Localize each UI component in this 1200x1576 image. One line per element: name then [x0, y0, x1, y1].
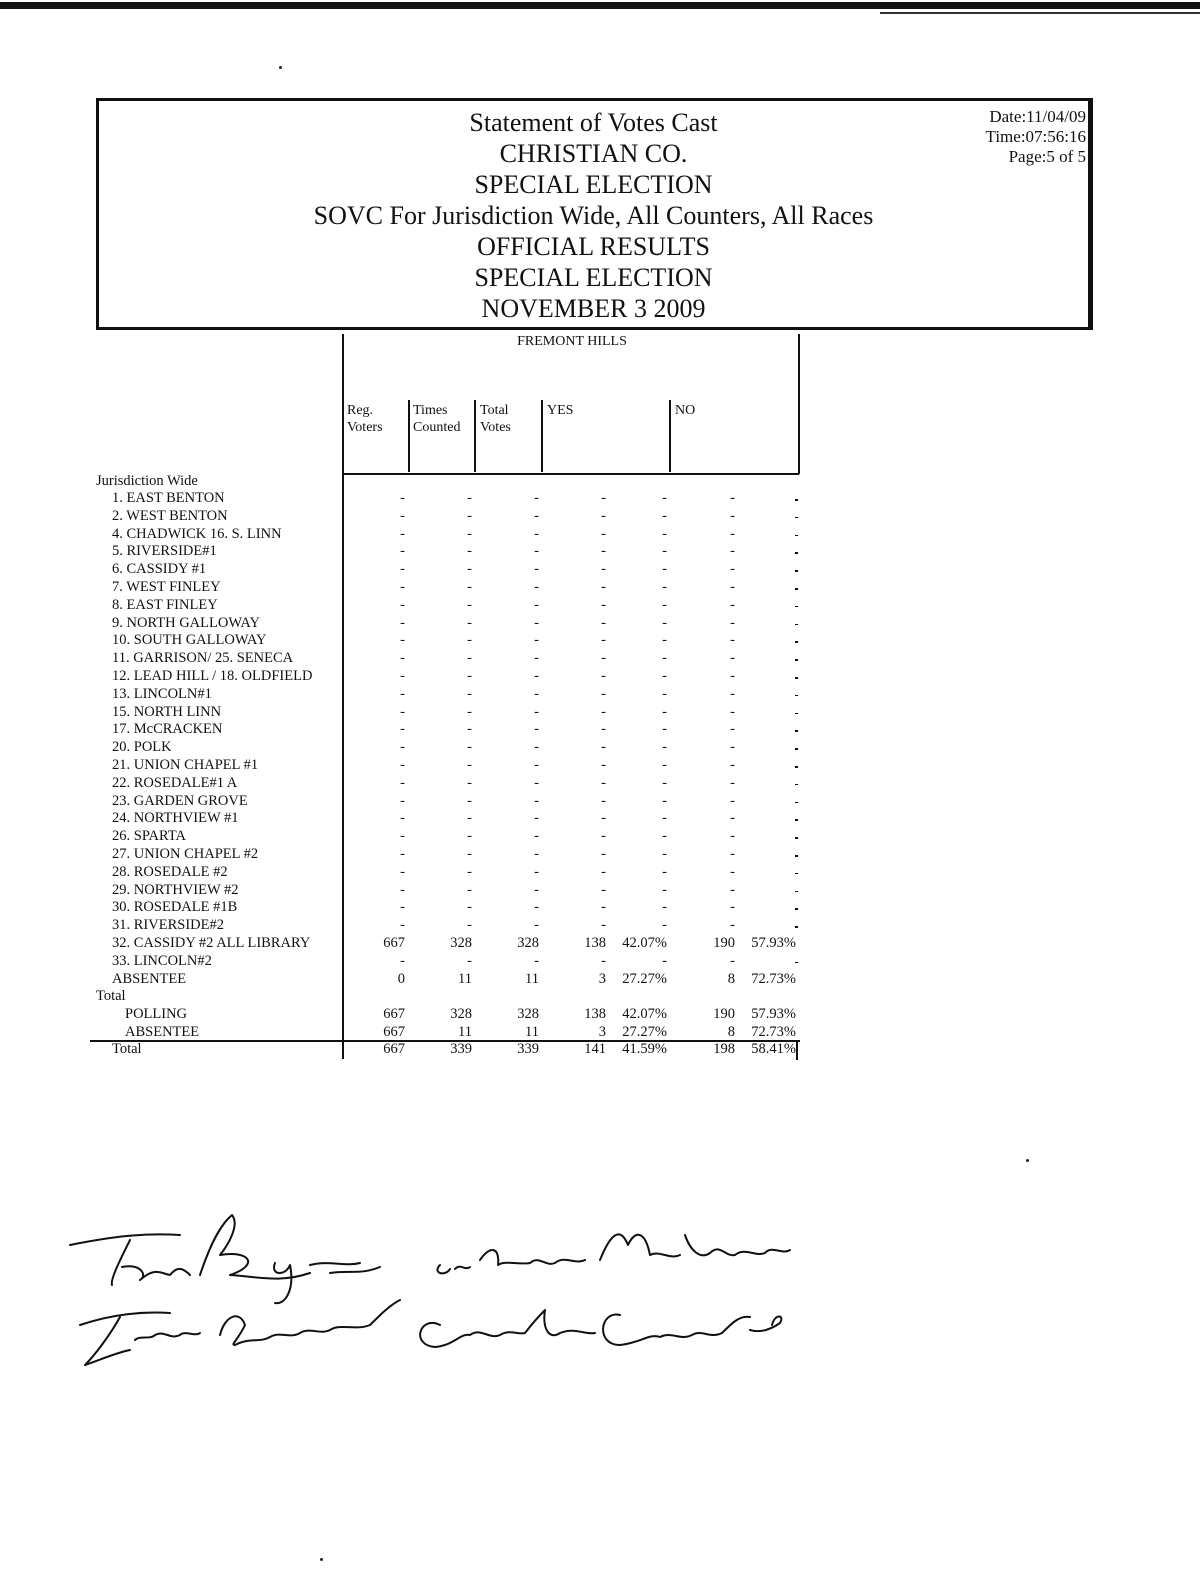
table-row-total: - [534, 757, 539, 773]
report-header [96, 98, 1093, 330]
table-row-label: 31. RIVERSIDE#2 [112, 917, 224, 934]
table-row-yes-pct: - [662, 614, 667, 631]
table-row-yes-pct: - [662, 507, 667, 524]
table-row-label: 20. POLK [112, 739, 172, 756]
table-row-label: 5. RIVERSIDE#1 [112, 543, 217, 560]
table-row-times: 11 [458, 970, 472, 987]
table-row-no: - [730, 899, 735, 916]
total-row-label: POLLING [125, 1006, 188, 1023]
table-row-yes: - [601, 721, 606, 738]
table-row-reg: - [400, 596, 405, 613]
column-header-total-votes [480, 402, 511, 436]
table-row-reg: - [400, 650, 405, 667]
row-edge-tick [795, 659, 798, 661]
table-row-yes-pct: - [662, 846, 667, 862]
table-row-no: - [730, 863, 735, 880]
table-row-no: - [730, 614, 735, 631]
table-row-label: 15. NORTH LINN [112, 703, 222, 720]
row-edge-tick [795, 624, 798, 626]
table-row-yes: - [601, 685, 606, 702]
table-row-times: - [467, 561, 472, 578]
table-row-reg: - [400, 490, 405, 506]
column-header-line: Counted [413, 420, 461, 435]
election-date: NOVEMBER 3 2009 [481, 294, 706, 323]
grand-total-row-yes: 141 [584, 1040, 606, 1057]
table-row-yes: - [601, 739, 606, 756]
table-row-reg: - [400, 846, 405, 862]
table-row-times: - [467, 632, 472, 649]
table-row-total: - [534, 596, 539, 613]
report-date: Date:11/04/09 [989, 107, 1086, 126]
scan-top-border-secondary [880, 12, 1200, 14]
table-row-no: - [730, 721, 735, 738]
table-row-times: - [467, 863, 472, 880]
table-row-label: ABSENTEE [112, 970, 187, 987]
table-row-total: - [534, 952, 539, 969]
table-row-reg: - [400, 561, 405, 578]
row-edge-tick [795, 588, 798, 590]
grand-total-row-no: 198 [713, 1040, 735, 1057]
grand-total-row-no-pct: 58.41% [751, 1040, 796, 1057]
table-row-yes-pct: 42.07% [622, 935, 667, 951]
table-row-times: - [467, 774, 472, 791]
table-row-yes: - [601, 703, 606, 720]
table-row-yes: - [601, 507, 606, 524]
total-section-label: Total [96, 988, 126, 1005]
table-row-times: - [467, 757, 472, 773]
table-row-no: - [730, 525, 735, 542]
table-row-label: 30. ROSEDALE #1B [112, 899, 238, 916]
table-row-reg: - [400, 952, 405, 969]
total-row-total: 328 [517, 1006, 539, 1023]
table-row-total: - [534, 828, 539, 845]
table-row-times: - [467, 490, 472, 506]
total-row-times: 11 [458, 1024, 472, 1040]
table-row-label: 13. LINCOLN#1 [112, 685, 212, 702]
row-edge-tick [795, 748, 798, 750]
table-row-total: - [534, 721, 539, 738]
table-row-yes: - [601, 668, 606, 684]
row-edge-tick [795, 570, 798, 572]
table-row-total: - [534, 632, 539, 649]
row-edge-tick [795, 891, 798, 893]
column-divider [669, 400, 671, 472]
table-row-no: - [730, 881, 735, 898]
table-row-no: - [730, 650, 735, 667]
total-row-yes: 3 [598, 1024, 606, 1040]
table-right-rule-bottom [796, 1040, 798, 1060]
table-row-yes-pct: - [662, 703, 667, 720]
table-row-times: 328 [450, 935, 472, 951]
table-row-reg: - [400, 917, 405, 934]
table-row-yes: - [601, 490, 606, 506]
table-row-reg: - [400, 757, 405, 773]
table-row-total: - [534, 881, 539, 898]
table-row-times: - [467, 596, 472, 613]
table-row-total: - [534, 703, 539, 720]
row-edge-tick [795, 766, 798, 768]
table-row-total: - [534, 507, 539, 524]
header-underline [343, 473, 799, 475]
table-row-no: - [730, 543, 735, 560]
table-row-reg: - [400, 543, 405, 560]
contest-title: FREMONT HILLS [517, 334, 627, 349]
report-title-block [99, 107, 1088, 324]
table-row-reg: - [400, 899, 405, 916]
grand-total-row-label: Total [112, 1040, 142, 1057]
table-row-yes-pct: - [662, 863, 667, 880]
table-row-yes-pct: - [662, 917, 667, 934]
column-divider [541, 400, 543, 472]
table-row-times: - [467, 543, 472, 560]
page-number: Page:5 of 5 [1008, 147, 1086, 166]
table-row-no: - [730, 952, 735, 969]
row-edge-tick [795, 677, 798, 679]
table-row-label: 8. EAST FINLEY [112, 596, 218, 613]
column-header-line: Votes [480, 420, 511, 435]
table-row-total: - [534, 774, 539, 791]
table-row-yes: 3 [598, 970, 606, 987]
total-row-times: 328 [450, 1006, 472, 1023]
report-scope: SOVC For Jurisdiction Wide, All Counters, All Races [313, 201, 874, 230]
table-row-total: 11 [525, 970, 539, 987]
column-divider [408, 400, 410, 472]
column-header-line: Voters [347, 420, 383, 435]
table-row-label: 1. EAST BENTON [112, 490, 225, 506]
row-edge-tick [795, 855, 798, 857]
total-row-label: ABSENTEE [125, 1024, 200, 1040]
grand-total-row-times: 339 [450, 1040, 472, 1057]
row-edge-tick [795, 730, 798, 732]
report-time: Time:07:56:16 [985, 127, 1086, 146]
table-row-yes-pct: - [662, 543, 667, 560]
table-row-yes: - [601, 952, 606, 969]
column-header-line: Reg. [347, 403, 374, 418]
table-row-yes: - [601, 828, 606, 845]
table-row-yes: - [601, 774, 606, 791]
row-edge-tick [795, 552, 798, 554]
table-row-times: - [467, 579, 472, 595]
report-meta [986, 107, 1086, 167]
table-row-total: - [534, 792, 539, 809]
row-edge-tick [795, 641, 798, 643]
table-row-label: 11. GARRISON/ 25. SENECA [112, 650, 294, 667]
table-row-reg: - [400, 863, 405, 880]
total-row-no-pct: 57.93% [751, 1006, 796, 1023]
table-row-times: - [467, 721, 472, 738]
table-row-label: 27. UNION CHAPEL #2 [112, 846, 259, 862]
table-row-times: - [467, 703, 472, 720]
scan-speck [320, 1558, 323, 1561]
table-row-yes-pct: - [662, 757, 667, 773]
total-row-yes: 138 [584, 1006, 606, 1023]
total-row-yes-pct: 42.07% [622, 1006, 667, 1023]
table-row-yes-pct: - [662, 899, 667, 916]
row-edge-tick [795, 499, 798, 501]
report-title: Statement of Votes Cast [469, 108, 718, 137]
table-row-yes-pct: - [662, 650, 667, 667]
table-row-times: - [467, 507, 472, 524]
table-row-label: 9. NORTH GALLOWAY [112, 614, 261, 631]
county-name: CHRISTIAN CO. [499, 139, 688, 168]
table-row-label: 23. GARDEN GROVE [112, 792, 248, 809]
table-row-total: - [534, 561, 539, 578]
table-row-no: - [730, 917, 735, 934]
total-row-no: 190 [713, 1006, 735, 1023]
table-row-no: 190 [713, 935, 735, 951]
table-row-no: - [730, 632, 735, 649]
table-row-label: 33. LINCOLN#2 [112, 952, 212, 969]
table-row-total: - [534, 739, 539, 756]
table-row-times: - [467, 828, 472, 845]
table-row-no: - [730, 774, 735, 791]
table-row-label: 7. WEST FINLEY [112, 579, 221, 595]
table-row-reg: - [400, 810, 405, 827]
table-row-yes: - [601, 881, 606, 898]
row-edge-tick [795, 962, 798, 964]
table-row-yes-pct: - [662, 490, 667, 506]
table-row-label: 17. McCRACKEN [112, 721, 223, 738]
table-left-rule [342, 334, 344, 1059]
column-header-yes: YES [547, 403, 574, 418]
table-row-times: - [467, 668, 472, 684]
table-row-reg: - [400, 774, 405, 791]
table-row-no: - [730, 703, 735, 720]
table-row-yes-pct: - [662, 596, 667, 613]
table-row-reg: - [400, 881, 405, 898]
row-edge-tick [795, 926, 798, 928]
table-row-times: - [467, 685, 472, 702]
table-row-no: - [730, 792, 735, 809]
table-row-yes-pct: - [662, 810, 667, 827]
table-row-yes: - [601, 632, 606, 649]
table-row-yes-pct: - [662, 881, 667, 898]
total-row-reg: 667 [383, 1006, 405, 1023]
column-header-line: Times [413, 403, 448, 418]
row-edge-tick [795, 908, 798, 910]
table-row-no: - [730, 685, 735, 702]
table-row-label: 4. CHADWICK 16. S. LINN [112, 525, 282, 542]
election-name-repeat: SPECIAL ELECTION [474, 263, 713, 292]
table-row-yes: - [601, 757, 606, 773]
table-row-no: - [730, 828, 735, 845]
table-row-yes: - [601, 614, 606, 631]
table-row-no-pct: 72.73% [751, 970, 796, 987]
table-row-reg: - [400, 632, 405, 649]
table-row-total: - [534, 525, 539, 542]
table-row-yes-pct: - [662, 792, 667, 809]
total-row-total: 11 [525, 1024, 539, 1040]
table-row-no: - [730, 739, 735, 756]
table-row-reg: 0 [397, 970, 405, 987]
table-row-yes-pct: - [662, 632, 667, 649]
table-row-yes: - [601, 846, 606, 862]
table-row-label: 6. CASSIDY #1 [112, 561, 207, 578]
table-row-label: 29. NORTHVIEW #2 [112, 881, 239, 898]
table-row-total: - [534, 685, 539, 702]
scan-speck [279, 66, 282, 69]
table-row-yes-pct: - [662, 739, 667, 756]
table-row-yes: - [601, 596, 606, 613]
table-row-reg: - [400, 685, 405, 702]
table-row-yes: - [601, 792, 606, 809]
row-edge-tick [795, 784, 798, 786]
row-edge-tick [795, 535, 798, 537]
scan-top-border [0, 2, 1200, 9]
table-row-label: 10. SOUTH GALLOWAY [112, 632, 267, 649]
table-row-yes-pct: - [662, 561, 667, 578]
table-row-total: - [534, 810, 539, 827]
table-row-yes-pct: - [662, 952, 667, 969]
table-row-total: - [534, 650, 539, 667]
table-row-no: - [730, 579, 735, 595]
table-row-times: - [467, 810, 472, 827]
table-row-yes-pct: - [662, 525, 667, 542]
table-row-yes: - [601, 917, 606, 934]
grand-total-row-reg: 667 [383, 1040, 405, 1057]
table-row-total: 328 [517, 935, 539, 951]
table-row-total: - [534, 899, 539, 916]
table-row-yes-pct: - [662, 579, 667, 595]
section-label: Jurisdiction Wide [96, 473, 198, 489]
row-edge-tick [795, 819, 798, 821]
table-row-yes: - [601, 561, 606, 578]
table-row-total: - [534, 917, 539, 934]
grand-total-row-yes-pct: 41.59% [622, 1040, 667, 1057]
table-row-yes-pct: - [662, 828, 667, 845]
table-row-no: - [730, 757, 735, 773]
table-row-label: 26. SPARTA [112, 828, 186, 845]
table-row-no-pct: 57.93% [751, 935, 796, 951]
results-status: OFFICIAL RESULTS [477, 232, 710, 261]
table-row-yes: - [601, 525, 606, 542]
column-header-times-counted [413, 402, 460, 436]
table-row-no: 8 [727, 970, 735, 987]
row-edge-tick [795, 873, 798, 875]
table-row-reg: - [400, 828, 405, 845]
table-row-yes: 138 [584, 935, 606, 951]
table-row-yes-pct: - [662, 774, 667, 791]
column-header-no: NO [675, 403, 696, 418]
table-row-yes: - [601, 543, 606, 560]
table-row-no: - [730, 507, 735, 524]
total-row-no-pct: 72.73% [751, 1024, 796, 1040]
table-row-yes: - [601, 579, 606, 595]
table-row-times: - [467, 614, 472, 631]
table-row-yes: - [601, 863, 606, 880]
table-row-times: - [467, 846, 472, 862]
column-divider [474, 400, 476, 472]
table-row-label: 32. CASSIDY #2 ALL LIBRARY [112, 935, 311, 951]
table-row-total: - [534, 846, 539, 862]
table-row-no: - [730, 490, 735, 506]
total-row-no: 8 [727, 1024, 735, 1040]
table-row-no: - [730, 810, 735, 827]
table-row-reg: - [400, 614, 405, 631]
table-row-yes-pct: - [662, 685, 667, 702]
table-row-yes: - [601, 899, 606, 916]
table-row-total: - [534, 543, 539, 560]
table-row-times: - [467, 739, 472, 756]
row-edge-tick [795, 837, 798, 839]
table-row-label: 2. WEST BENTON [112, 507, 228, 524]
grand-total-row-total: 339 [517, 1040, 539, 1057]
table-row-reg: - [400, 668, 405, 684]
row-edge-tick [795, 517, 798, 519]
table-row-times: - [467, 917, 472, 934]
table-row-no: - [730, 561, 735, 578]
table-row-reg: - [400, 792, 405, 809]
table-row-no: - [730, 846, 735, 862]
table-row-yes: - [601, 650, 606, 667]
table-row-total: - [534, 863, 539, 880]
table-row-label: 12. LEAD HILL / 18. OLDFIELD [112, 668, 313, 684]
table-row-label: 24. NORTHVIEW #1 [112, 810, 239, 827]
signatures-image [60, 1205, 820, 1405]
table-row-times: - [467, 899, 472, 916]
table-row-times: - [467, 792, 472, 809]
table-row-times: - [467, 650, 472, 667]
column-header-line: Total [480, 403, 509, 418]
table-row-reg: - [400, 703, 405, 720]
table-row-times: - [467, 952, 472, 969]
table-row-total: - [534, 579, 539, 595]
table-row-total: - [534, 668, 539, 684]
table-row-yes-pct: - [662, 721, 667, 738]
table-row-no: - [730, 596, 735, 613]
table-row-yes-pct: - [662, 668, 667, 684]
table-row-no: - [730, 668, 735, 684]
table-row-reg: - [400, 721, 405, 738]
table-row-reg: - [400, 525, 405, 542]
table-row-label: 28. ROSEDALE #2 [112, 863, 228, 880]
table-row-reg: 667 [383, 935, 405, 951]
official-signatures [60, 1205, 820, 1405]
table-row-label: 21. UNION CHAPEL #1 [112, 757, 259, 773]
table-row-yes-pct: 27.27% [622, 970, 667, 987]
column-header-reg-voters [347, 402, 383, 436]
table-row-times: - [467, 881, 472, 898]
row-edge-tick [795, 713, 798, 715]
row-edge-tick [795, 695, 798, 697]
table-right-rule [798, 334, 800, 474]
table-row-total: - [534, 490, 539, 506]
table-row-reg: - [400, 507, 405, 524]
total-row-yes-pct: 27.27% [622, 1024, 667, 1040]
table-row-reg: - [400, 739, 405, 756]
table-row-reg: - [400, 579, 405, 595]
scan-speck [1026, 1159, 1029, 1162]
row-edge-tick [795, 802, 798, 804]
election-name: SPECIAL ELECTION [474, 170, 713, 199]
table-row-label: 22. ROSEDALE#1 A [112, 774, 238, 791]
row-edge-tick [795, 606, 798, 608]
table-row-times: - [467, 525, 472, 542]
table-row-yes: - [601, 810, 606, 827]
table-row-total: - [534, 614, 539, 631]
total-row-reg: 667 [383, 1024, 405, 1040]
